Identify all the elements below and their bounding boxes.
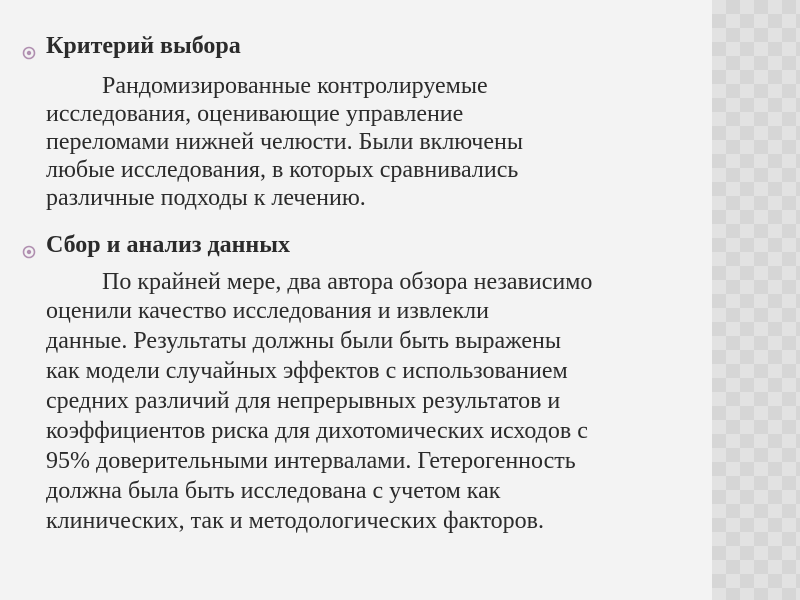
analysis-line: По крайней мере, два автора обзора независимо (102, 269, 593, 295)
decorative-pattern-strip (712, 0, 800, 600)
circle-bullet-icon (22, 238, 36, 252)
analysis-line: должна была быть исследована с учетом как (46, 478, 501, 504)
criteria-line: Рандомизированные контролируемые (102, 73, 488, 99)
analysis-line: коэффициентов риска для дихотомических исходов с (46, 418, 588, 444)
analysis-line: 95% доверительными интервалами. Гетерогенность (46, 448, 576, 474)
analysis-line: клинических, так и методологических факторов. (46, 508, 544, 534)
analysis-line: как модели случайных эффектов с использованием (46, 358, 568, 384)
analysis-line: средних различий для непрерывных результатов и (46, 388, 561, 414)
section-heading-criteria: Критерий выбора (46, 33, 241, 59)
criteria-line: переломами нижней челюсти. Были включены (46, 129, 523, 155)
criteria-line: любые исследования, в которых сравнивались (46, 157, 519, 183)
analysis-line: данные. Результаты должны были быть выражены (46, 328, 562, 354)
criteria-line: различные подходы к лечению. (46, 185, 366, 211)
section-heading-data-analysis: Сбор и анализ данных (46, 232, 290, 258)
criteria-line: исследования, оценивающие управление (46, 101, 464, 127)
analysis-line: оценили качество исследования и извлекли (46, 298, 489, 324)
circle-bullet-icon (22, 39, 36, 53)
